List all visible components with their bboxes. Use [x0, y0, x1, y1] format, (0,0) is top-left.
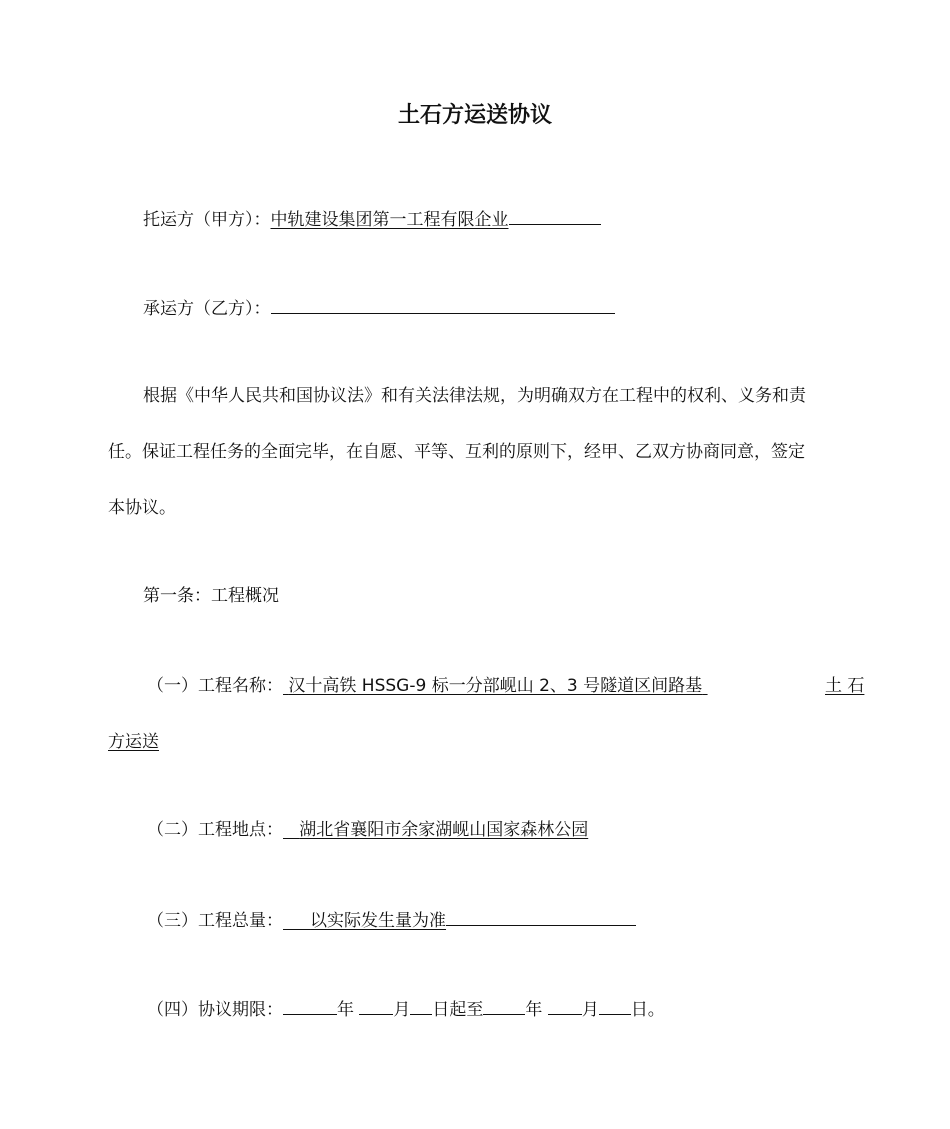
item-4-label: （四）协议期限： — [147, 1000, 283, 1020]
item-1-line — [147, 674, 708, 698]
year-1-blank — [283, 996, 337, 1015]
item-2-value: 湖北省襄阳市余家湖岘山国家森林公园 — [299, 820, 589, 840]
day-1-blank — [410, 996, 432, 1015]
party-b-label: 承运方（乙方）： — [143, 299, 271, 319]
item-1-tail: 土 石 — [825, 676, 865, 696]
party-a-value: 中轨建设集团第一工程有限企业 — [270, 210, 509, 230]
party-a-label: 托运方（甲方）： — [143, 210, 271, 230]
month-2-blank — [548, 996, 582, 1015]
item-1-value: 汉十高铁 HSSG-9 标一分部岘山 2、3 号隧道区间路基 — [288, 676, 703, 696]
item-3-value: 以实际发生量为准 — [310, 911, 447, 931]
item-3-line — [147, 907, 636, 933]
party-b-line — [143, 295, 615, 321]
document-title: 土石方运送协议 — [397, 103, 552, 128]
month-1-blank — [359, 996, 393, 1015]
item-3-blank — [446, 907, 636, 926]
year-2-blank — [483, 996, 525, 1015]
intro-line-1: 根据《中华人民共和国协议法》和有关法律法规，为明确双方在工程中的权利、义务和责 — [143, 386, 806, 406]
party-a-blank — [509, 206, 601, 225]
day-2-blank — [599, 996, 631, 1015]
item-2-label: （二）工程地点： — [147, 820, 283, 840]
intro-line-2: 任。保证工程任务的全面完毕，在自愿、平等、互利的原则下，经甲、乙双方协商同意，签定 — [108, 442, 805, 462]
item-1-label: （一）工程名称： — [147, 676, 283, 696]
item-3-label: （三）工程总量： — [147, 911, 283, 931]
item-1-continuation: 方运送 — [108, 732, 159, 752]
item-4-line: （四）协议期限： 年 月 日起至 年 月 日。 — [147, 996, 665, 1022]
item-2-line — [147, 818, 588, 842]
party-b-blank — [271, 295, 615, 314]
intro-line-3: 本协议。 — [108, 498, 176, 518]
party-a-line — [143, 206, 601, 232]
article-1-heading: 第一条：工程概况 — [143, 586, 279, 606]
